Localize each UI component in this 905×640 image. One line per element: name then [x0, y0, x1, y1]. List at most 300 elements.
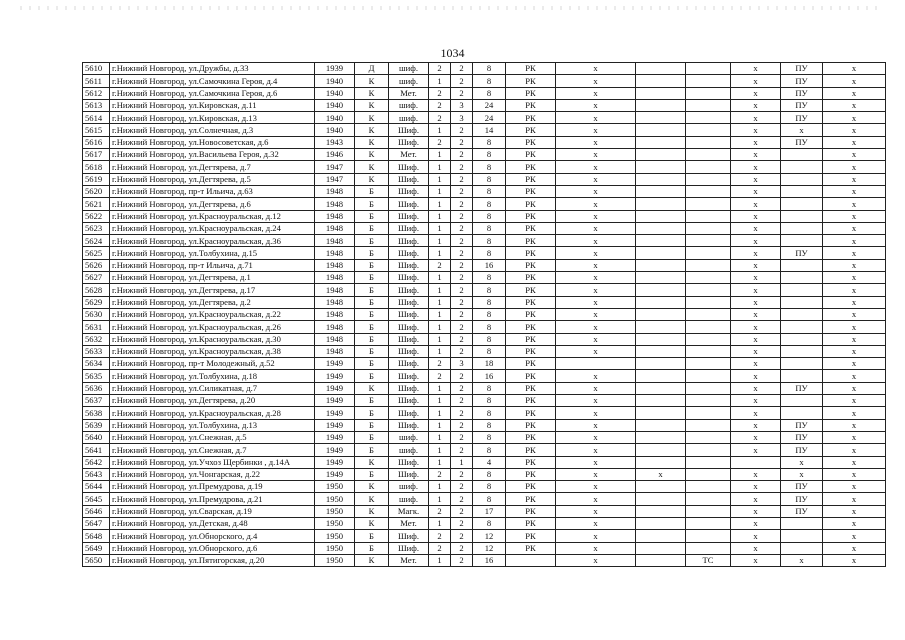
cell-row-number: 5639 — [83, 419, 110, 431]
cell-col-c — [686, 124, 731, 136]
cell-col-d: х — [731, 308, 781, 320]
cell-wall-material: Б — [355, 431, 389, 443]
cell-rk-flag: РК — [506, 296, 556, 308]
cell-rk-flag: РК — [506, 222, 556, 234]
cell-col-a: х — [556, 185, 636, 197]
cell-col-a: х — [556, 173, 636, 185]
cell-floors: 1 — [429, 235, 451, 247]
cell-wall-material: Б — [355, 370, 389, 382]
cell-year-built: 1948 — [315, 235, 355, 247]
cell-roof-material: шиф. — [389, 444, 429, 456]
cell-year-built: 1949 — [315, 456, 355, 468]
cell-row-number: 5615 — [83, 124, 110, 136]
cell-address: г.Нижний Новгород, ул.Силикатная, д.7 — [110, 382, 315, 394]
table-row — [83, 370, 886, 382]
cell-col-f: х — [823, 296, 886, 308]
cell-col-a: х — [556, 554, 636, 566]
cell-col-f: х — [823, 272, 886, 284]
cell-col-f: х — [823, 542, 886, 554]
cell-address: г.Нижний Новгород, ул.Кировская, д.13 — [110, 112, 315, 124]
cell-col-e: ПУ — [781, 87, 823, 99]
cell-floors: 2 — [429, 136, 451, 148]
cell-row-number: 5647 — [83, 517, 110, 529]
cell-row-number: 5641 — [83, 444, 110, 456]
cell-col-e — [781, 542, 823, 554]
cell-col-b — [636, 530, 686, 542]
cell-col-a: х — [556, 444, 636, 456]
cell-address: г.Нижний Новгород, ул.Дегтярева, д.5 — [110, 173, 315, 185]
cell-col-c — [686, 419, 731, 431]
cell-apartments: 8 — [473, 321, 506, 333]
cell-entrances: 2 — [451, 272, 473, 284]
cell-apartments: 8 — [473, 185, 506, 197]
cell-col-a: х — [556, 530, 636, 542]
cell-col-a: х — [556, 395, 636, 407]
cell-rk-flag: РК — [506, 136, 556, 148]
cell-rk-flag: РК — [506, 284, 556, 296]
cell-col-b — [636, 112, 686, 124]
cell-rk-flag: РК — [506, 198, 556, 210]
cell-col-d: х — [731, 124, 781, 136]
cell-roof-material: Шиф. — [389, 456, 429, 468]
cell-col-f: х — [823, 87, 886, 99]
cell-col-f: х — [823, 136, 886, 148]
cell-col-c — [686, 530, 731, 542]
cell-entrances: 2 — [451, 419, 473, 431]
cell-apartments: 17 — [473, 505, 506, 517]
cell-floors: 1 — [429, 554, 451, 566]
cell-apartments: 8 — [473, 149, 506, 161]
cell-row-number: 5630 — [83, 308, 110, 320]
cell-col-f: х — [823, 358, 886, 370]
cell-col-a: х — [556, 481, 636, 493]
cell-rk-flag: РК — [506, 345, 556, 357]
cell-col-c — [686, 112, 731, 124]
cell-floors: 1 — [429, 517, 451, 529]
cell-apartments: 24 — [473, 99, 506, 111]
cell-col-f: х — [823, 554, 886, 566]
cell-col-c — [686, 456, 731, 468]
cell-address: г.Нижний Новгород, ул.Чонгарская, д.22 — [110, 468, 315, 480]
cell-apartments: 8 — [473, 333, 506, 345]
cell-entrances: 2 — [451, 407, 473, 419]
cell-col-a: х — [556, 259, 636, 271]
cell-col-c — [686, 222, 731, 234]
cell-col-d: х — [731, 247, 781, 259]
cell-roof-material: Шиф. — [389, 370, 429, 382]
cell-col-c — [686, 173, 731, 185]
cell-rk-flag: РК — [506, 468, 556, 480]
cell-roof-material: Шиф. — [389, 333, 429, 345]
cell-entrances: 2 — [451, 493, 473, 505]
table-row — [83, 493, 886, 505]
cell-address: г.Нижний Новгород, ул.Премудрова, д.21 — [110, 493, 315, 505]
cell-year-built: 1950 — [315, 530, 355, 542]
cell-year-built: 1949 — [315, 431, 355, 443]
table-row — [83, 112, 886, 124]
cell-col-f: х — [823, 198, 886, 210]
cell-col-b — [636, 173, 686, 185]
cell-col-f: х — [823, 185, 886, 197]
table-row — [83, 456, 886, 468]
cell-col-c — [686, 382, 731, 394]
cell-roof-material: Шиф. — [389, 210, 429, 222]
cell-col-e — [781, 284, 823, 296]
cell-address: г.Нижний Новгород, пр-т Молодежный, д.52 — [110, 358, 315, 370]
cell-year-built: 1950 — [315, 493, 355, 505]
cell-row-number: 5644 — [83, 481, 110, 493]
cell-year-built: 1949 — [315, 370, 355, 382]
cell-col-b — [636, 345, 686, 357]
cell-entrances: 2 — [451, 247, 473, 259]
cell-address: г.Нижний Новгород, ул.Васильева Героя, д.32 — [110, 149, 315, 161]
cell-col-e — [781, 222, 823, 234]
cell-year-built: 1948 — [315, 296, 355, 308]
table-row — [83, 321, 886, 333]
cell-rk-flag: РК — [506, 358, 556, 370]
cell-entrances: 2 — [451, 284, 473, 296]
cell-floors: 1 — [429, 198, 451, 210]
cell-col-e — [781, 235, 823, 247]
cell-row-number: 5627 — [83, 272, 110, 284]
cell-col-b — [636, 382, 686, 394]
cell-year-built: 1948 — [315, 222, 355, 234]
cell-address: г.Нижний Новгород, ул.Снежная, д.7 — [110, 444, 315, 456]
cell-wall-material: Б — [355, 444, 389, 456]
cell-wall-material: Б — [355, 222, 389, 234]
cell-rk-flag: РК — [506, 542, 556, 554]
cell-row-number: 5611 — [83, 75, 110, 87]
cell-address: г.Нижний Новгород, ул.Премудрова, д.19 — [110, 481, 315, 493]
cell-col-e: ПУ — [781, 493, 823, 505]
cell-apartments: 8 — [473, 272, 506, 284]
cell-col-e: ПУ — [781, 481, 823, 493]
cell-col-e — [781, 272, 823, 284]
cell-col-c: ТС — [686, 554, 731, 566]
cell-col-a: х — [556, 161, 636, 173]
cell-wall-material: К — [355, 505, 389, 517]
cell-rk-flag: РК — [506, 259, 556, 271]
cell-apartments: 8 — [473, 444, 506, 456]
cell-col-f: х — [823, 333, 886, 345]
cell-rk-flag: РК — [506, 456, 556, 468]
table-row — [83, 198, 886, 210]
cell-col-d: х — [731, 161, 781, 173]
cell-year-built: 1950 — [315, 517, 355, 529]
cell-row-number: 5636 — [83, 382, 110, 394]
cell-apartments: 14 — [473, 124, 506, 136]
cell-col-e: ПУ — [781, 112, 823, 124]
cell-apartments: 8 — [473, 173, 506, 185]
cell-wall-material: Б — [355, 321, 389, 333]
table-row — [83, 358, 886, 370]
cell-roof-material: Магк. — [389, 505, 429, 517]
cell-apartments: 8 — [473, 210, 506, 222]
cell-entrances: 2 — [451, 382, 473, 394]
cell-col-d: х — [731, 321, 781, 333]
cell-col-e — [781, 358, 823, 370]
cell-address: г.Нижний Новгород, ул.Солнечная, д.3 — [110, 124, 315, 136]
cell-address: г.Нижний Новгород, ул.Толбухина, д.18 — [110, 370, 315, 382]
cell-year-built: 1948 — [315, 198, 355, 210]
cell-address: г.Нижний Новгород, ул.Детская, д.48 — [110, 517, 315, 529]
cell-wall-material: Б — [355, 358, 389, 370]
cell-col-f: х — [823, 75, 886, 87]
cell-col-f: х — [823, 407, 886, 419]
cell-floors: 1 — [429, 431, 451, 443]
cell-col-c — [686, 481, 731, 493]
cell-entrances: 3 — [451, 358, 473, 370]
cell-col-a: х — [556, 370, 636, 382]
cell-floors: 2 — [429, 505, 451, 517]
cell-col-b — [636, 370, 686, 382]
cell-col-f: х — [823, 321, 886, 333]
cell-col-b — [636, 554, 686, 566]
cell-wall-material: К — [355, 124, 389, 136]
cell-address: г.Нижний Новгород, ул.Дегтярева, д.6 — [110, 198, 315, 210]
cell-col-c — [686, 136, 731, 148]
table-row — [83, 419, 886, 431]
cell-wall-material: К — [355, 161, 389, 173]
cell-wall-material: Б — [355, 468, 389, 480]
cell-col-a: х — [556, 419, 636, 431]
cell-col-c — [686, 308, 731, 320]
cell-row-number: 5634 — [83, 358, 110, 370]
cell-wall-material: К — [355, 87, 389, 99]
cell-address: г.Нижний Новгород, ул.Учхоз Щербинки , д.14А — [110, 456, 315, 468]
cell-rk-flag: РК — [506, 75, 556, 87]
cell-rk-flag: РК — [506, 173, 556, 185]
cell-col-f: х — [823, 517, 886, 529]
cell-col-a: х — [556, 124, 636, 136]
cell-apartments: 12 — [473, 530, 506, 542]
cell-roof-material: Шиф. — [389, 419, 429, 431]
cell-col-f: х — [823, 99, 886, 111]
cell-col-f: х — [823, 284, 886, 296]
table-row — [83, 333, 886, 345]
cell-roof-material: Мет. — [389, 149, 429, 161]
cell-rk-flag: РК — [506, 247, 556, 259]
cell-col-e — [781, 407, 823, 419]
cell-col-f: х — [823, 456, 886, 468]
cell-col-d: х — [731, 468, 781, 480]
cell-roof-material: Шиф. — [389, 198, 429, 210]
cell-col-b — [636, 517, 686, 529]
cell-apartments: 24 — [473, 112, 506, 124]
cell-year-built: 1948 — [315, 345, 355, 357]
cell-roof-material: шиф. — [389, 99, 429, 111]
cell-entrances: 2 — [451, 481, 473, 493]
cell-rk-flag: РК — [506, 395, 556, 407]
cell-entrances: 2 — [451, 222, 473, 234]
cell-col-a: х — [556, 456, 636, 468]
cell-roof-material: Шиф. — [389, 259, 429, 271]
cell-col-d: х — [731, 99, 781, 111]
cell-col-c — [686, 87, 731, 99]
cell-year-built: 1948 — [315, 333, 355, 345]
cell-col-c — [686, 149, 731, 161]
cell-rk-flag: РК — [506, 161, 556, 173]
cell-wall-material: К — [355, 481, 389, 493]
table-row — [83, 284, 886, 296]
cell-col-e — [781, 198, 823, 210]
cell-roof-material: Шиф. — [389, 161, 429, 173]
cell-roof-material: шиф. — [389, 493, 429, 505]
cell-roof-material: Шиф. — [389, 407, 429, 419]
cell-wall-material: Б — [355, 185, 389, 197]
cell-col-c — [686, 444, 731, 456]
cell-year-built: 1948 — [315, 210, 355, 222]
cell-col-d: х — [731, 345, 781, 357]
cell-col-f: х — [823, 235, 886, 247]
cell-row-number: 5648 — [83, 530, 110, 542]
cell-row-number: 5628 — [83, 284, 110, 296]
cell-col-d — [731, 456, 781, 468]
cell-col-f: х — [823, 444, 886, 456]
cell-col-d: х — [731, 395, 781, 407]
table-body — [83, 63, 886, 567]
cell-apartments: 18 — [473, 358, 506, 370]
cell-floors: 1 — [429, 124, 451, 136]
cell-col-f: х — [823, 345, 886, 357]
cell-col-c — [686, 210, 731, 222]
cell-wall-material: Д — [355, 63, 389, 75]
cell-col-a: х — [556, 296, 636, 308]
cell-address: г.Нижний Новгород, ул.Снежная, д.5 — [110, 431, 315, 443]
cell-col-a: х — [556, 468, 636, 480]
cell-roof-material: Шиф. — [389, 468, 429, 480]
cell-col-d: х — [731, 333, 781, 345]
cell-col-c — [686, 235, 731, 247]
cell-apartments: 8 — [473, 481, 506, 493]
cell-floors: 2 — [429, 99, 451, 111]
cell-apartments: 8 — [473, 468, 506, 480]
cell-col-f: х — [823, 431, 886, 443]
cell-entrances: 2 — [451, 210, 473, 222]
cell-col-a: х — [556, 272, 636, 284]
cell-row-number: 5632 — [83, 333, 110, 345]
cell-year-built: 1949 — [315, 419, 355, 431]
cell-floors: 1 — [429, 222, 451, 234]
cell-rk-flag — [506, 554, 556, 566]
cell-wall-material: Б — [355, 259, 389, 271]
cell-col-d: х — [731, 407, 781, 419]
cell-floors: 1 — [429, 161, 451, 173]
cell-year-built: 1950 — [315, 554, 355, 566]
cell-col-b — [636, 161, 686, 173]
cell-roof-material: шиф. — [389, 112, 429, 124]
cell-rk-flag: РК — [506, 210, 556, 222]
cell-col-a: х — [556, 517, 636, 529]
cell-entrances: 2 — [451, 333, 473, 345]
table-row — [83, 407, 886, 419]
cell-col-b — [636, 235, 686, 247]
cell-col-f: х — [823, 530, 886, 542]
cell-roof-material: Шиф. — [389, 124, 429, 136]
cell-entrances: 2 — [451, 75, 473, 87]
cell-roof-material: Шиф. — [389, 235, 429, 247]
cell-floors: 1 — [429, 149, 451, 161]
table-row — [83, 272, 886, 284]
cell-col-d: х — [731, 136, 781, 148]
cell-floors: 2 — [429, 468, 451, 480]
cell-roof-material: шиф. — [389, 63, 429, 75]
cell-col-d: х — [731, 554, 781, 566]
cell-col-c — [686, 542, 731, 554]
cell-col-f: х — [823, 149, 886, 161]
cell-col-b — [636, 149, 686, 161]
housing-register-table — [82, 62, 886, 567]
cell-row-number: 5642 — [83, 456, 110, 468]
cell-address: г.Нижний Новгород, ул.Красноуральская, д.38 — [110, 345, 315, 357]
cell-col-d: х — [731, 112, 781, 124]
cell-col-e — [781, 149, 823, 161]
cell-col-d: х — [731, 370, 781, 382]
cell-col-a: х — [556, 136, 636, 148]
cell-col-f: х — [823, 382, 886, 394]
cell-wall-material: К — [355, 554, 389, 566]
cell-rk-flag: РК — [506, 481, 556, 493]
cell-address: г.Нижний Новгород, ул.Пятигорская, д.20 — [110, 554, 315, 566]
cell-floors: 1 — [429, 75, 451, 87]
cell-row-number: 5619 — [83, 173, 110, 185]
cell-col-d: х — [731, 358, 781, 370]
cell-address: г.Нижний Новгород, ул.Красноуральская, д.22 — [110, 308, 315, 320]
cell-col-b — [636, 272, 686, 284]
cell-roof-material: Шиф. — [389, 272, 429, 284]
cell-apartments: 8 — [473, 419, 506, 431]
cell-wall-material: К — [355, 112, 389, 124]
cell-col-f: х — [823, 63, 886, 75]
cell-floors: 2 — [429, 358, 451, 370]
cell-apartments: 8 — [473, 75, 506, 87]
cell-col-c — [686, 395, 731, 407]
cell-col-c — [686, 161, 731, 173]
cell-rk-flag: РК — [506, 382, 556, 394]
cell-year-built: 1950 — [315, 505, 355, 517]
cell-year-built: 1940 — [315, 87, 355, 99]
cell-year-built: 1940 — [315, 75, 355, 87]
cell-rk-flag: РК — [506, 431, 556, 443]
table-row — [83, 247, 886, 259]
cell-rk-flag: РК — [506, 308, 556, 320]
cell-col-e — [781, 259, 823, 271]
cell-floors: 2 — [429, 87, 451, 99]
cell-col-e: х — [781, 468, 823, 480]
cell-entrances: 2 — [451, 321, 473, 333]
cell-wall-material: Б — [355, 235, 389, 247]
cell-rk-flag: РК — [506, 99, 556, 111]
cell-wall-material: К — [355, 493, 389, 505]
cell-roof-material: Шиф. — [389, 173, 429, 185]
cell-roof-material: Шиф. — [389, 308, 429, 320]
cell-col-e: х — [781, 554, 823, 566]
cell-entrances: 2 — [451, 505, 473, 517]
cell-col-a: х — [556, 99, 636, 111]
cell-col-e: ПУ — [781, 75, 823, 87]
cell-wall-material: Б — [355, 198, 389, 210]
cell-entrances: 2 — [451, 136, 473, 148]
cell-row-number: 5621 — [83, 198, 110, 210]
cell-roof-material: Шиф. — [389, 395, 429, 407]
cell-col-e: ПУ — [781, 431, 823, 443]
table-row — [83, 210, 886, 222]
cell-address: г.Нижний Новгород, ул.Красноуральская, д.28 — [110, 407, 315, 419]
cell-col-b — [636, 75, 686, 87]
cell-rk-flag: РК — [506, 87, 556, 99]
cell-apartments: 8 — [473, 407, 506, 419]
cell-roof-material: Мет. — [389, 517, 429, 529]
